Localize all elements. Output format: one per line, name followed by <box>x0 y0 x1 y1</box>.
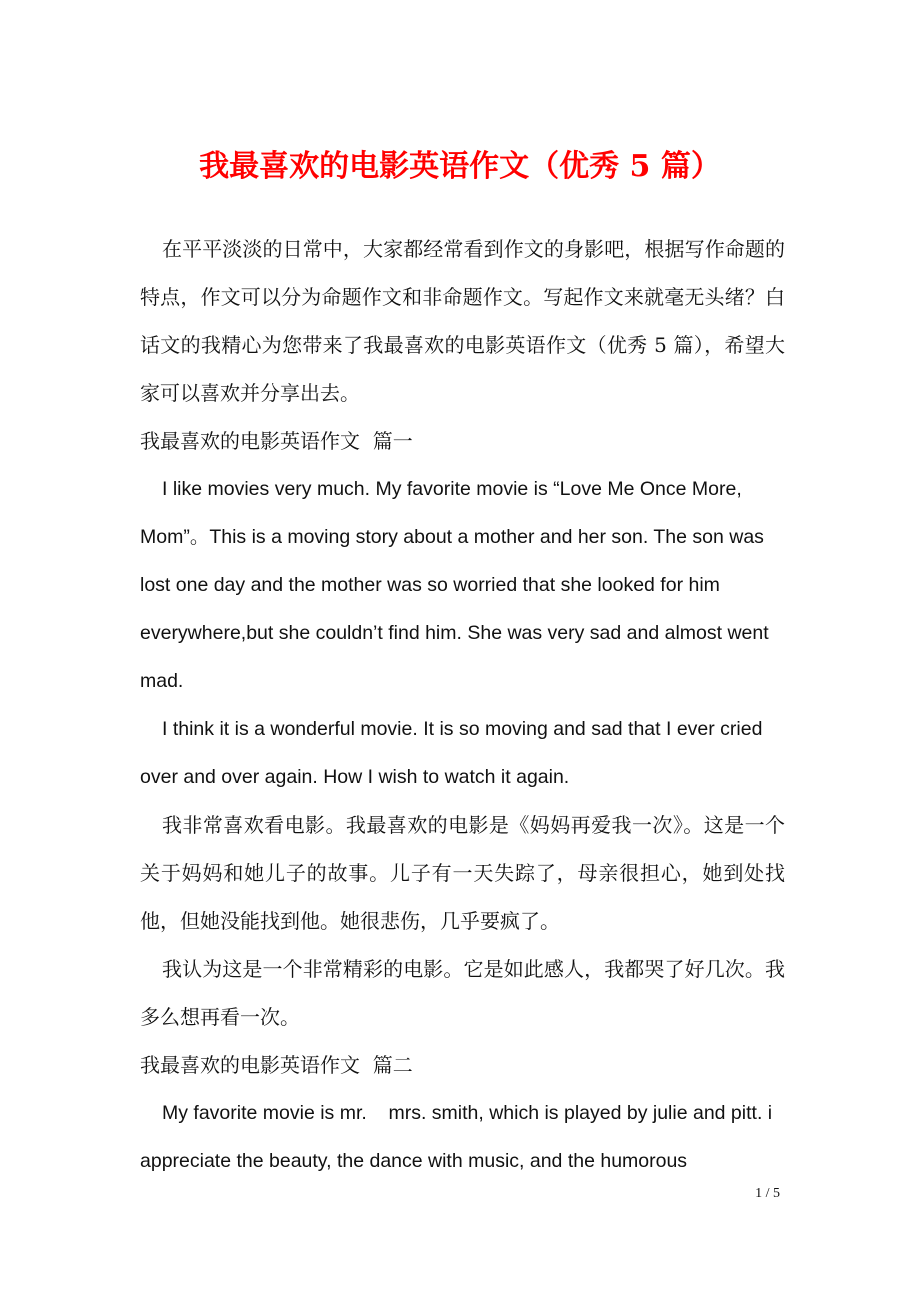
page-number: 1 / 5 <box>755 1186 780 1201</box>
section-heading: 我最喜欢的电影英语作文 篇一 <box>140 429 413 453</box>
section-paragraph: 我非常喜欢看电影。我最喜欢的电影是《妈妈再爱我一次》。这是一个关于妈妈和她儿子的故事。儿子有一天失踪了，母亲很担心，她到处找他，但她没能找到他。她很悲伤，几乎要疯了。 <box>140 813 785 933</box>
section-paragraph: My favorite movie is mr. mrs. smith, which is played by julie and pitt. i appreciate the beauty, the dance with music, and the humorous <box>140 1102 778 1172</box>
document-title: 我最喜欢的电影英语作文（优秀 5 篇） <box>199 149 721 184</box>
document-body <box>140 225 785 1185</box>
section-paragraph: 我认为这是一个非常精彩的电影。它是如此感人，我都哭了好几次。我多么想再看一次。 <box>140 957 785 1029</box>
intro-paragraph: 在平平淡淡的日常中，大家都经常看到作文的身影吧，根据写作命题的特点，作文可以分为命题作文和非命题作文。写起作文来就毫无头绪？白话文的我精心为您带来了我最喜欢的电影英语作文（优秀 5 篇），希望大家可以喜欢并分享出去。 <box>140 237 785 405</box>
section-paragraph: I think it is a wonderful movie. It is so moving and sad that I ever cried over and over again. How I wish to watch it again. <box>140 718 768 788</box>
section-heading: 我最喜欢的电影英语作文 篇二 <box>140 1053 413 1077</box>
section-paragraph: I like movies very much. My favorite movie is “Love Me Once More, Mom”。This is a moving story about a mother and her son. The son was lost one day and the mother was so worried that she looked for him everywhere,but she couldn’t find him. She was very sad and almost went mad. <box>140 478 775 692</box>
